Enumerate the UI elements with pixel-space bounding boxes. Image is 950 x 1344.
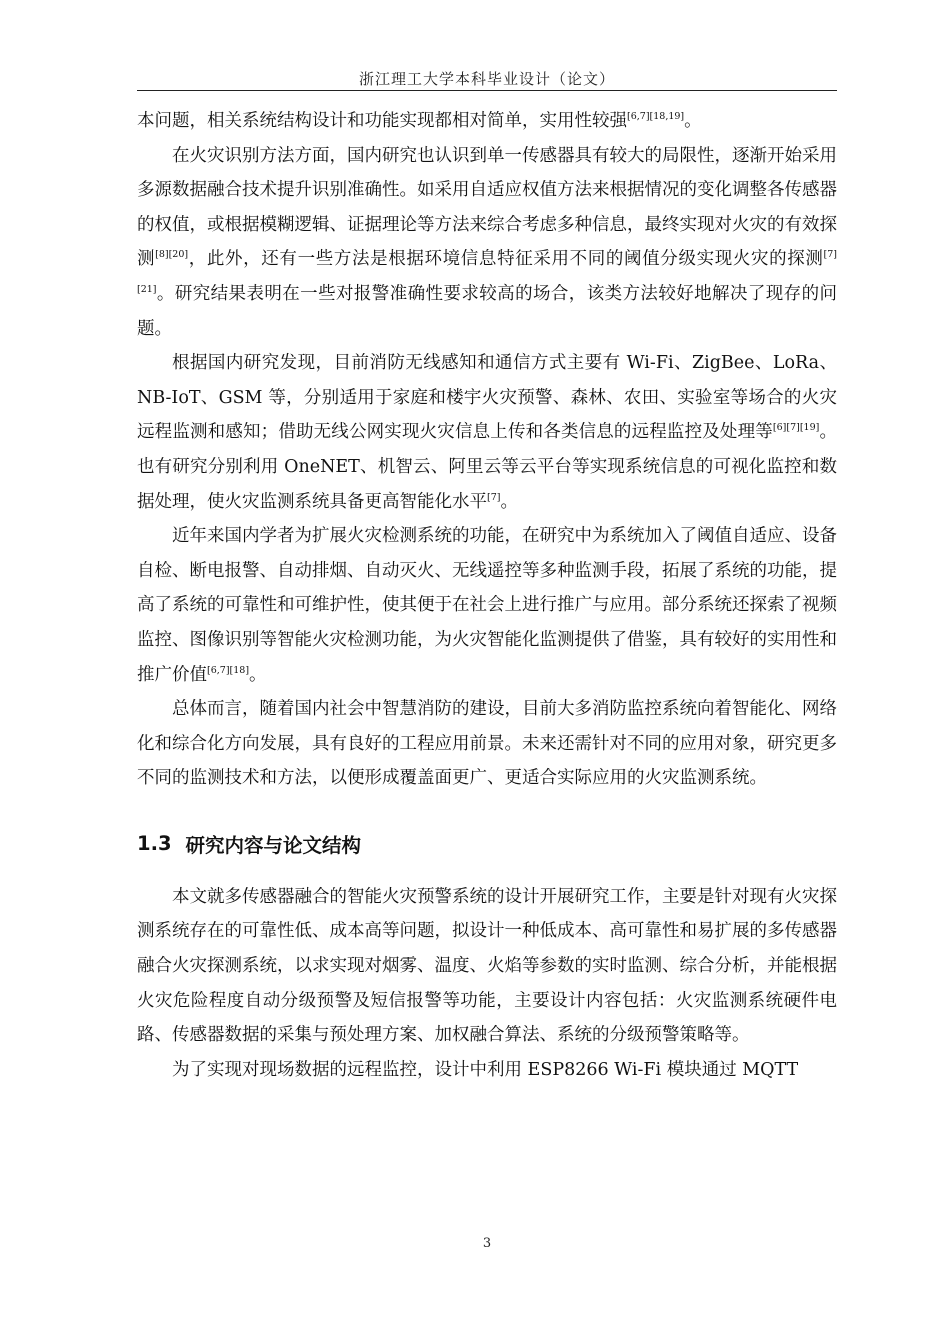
paragraph-text: 为了实现对现场数据的远程监控，设计中利用 ESP8266 Wi-Fi 模块通过 MQTT bbox=[172, 1059, 799, 1080]
page-number: 3 bbox=[482, 1236, 492, 1251]
citation-reference: [7] bbox=[487, 491, 501, 503]
paragraph-text: 。也有研究分别利用 OneNET、机智云、阿里云等云平台等实现系统信息的可视化监控和数据处理，使火灾监测系统具备更高智能化水平 bbox=[137, 422, 838, 512]
document-body bbox=[137, 104, 837, 1087]
section-heading bbox=[137, 818, 837, 870]
body-paragraph bbox=[137, 519, 837, 692]
citation-reference: [6,7][18,19] bbox=[627, 111, 685, 122]
citation-reference: [7][21] bbox=[137, 249, 838, 295]
body-paragraph bbox=[137, 880, 837, 1053]
paragraph-text: 。 bbox=[249, 664, 267, 685]
paragraph-text: ，此外，还有一些方法是根据环境信息特征采用不同的阈值分级实现火灾的探测 bbox=[188, 249, 824, 270]
body-paragraph bbox=[137, 139, 837, 347]
paragraphs-after-section bbox=[137, 880, 837, 1088]
body-paragraph bbox=[137, 346, 837, 519]
citation-reference: [6][7][19] bbox=[772, 422, 820, 434]
paragraph-text: 总体而言，随着国内社会中智慧消防的建设，目前大多消防监控系统向着智能化、网络化和综合化方向发展，具有良好的工程应用前景。未来还需针对不同的应用对象，研究更多不同的监测技术和方法，以便形成覆盖面更广、更适合实际应用的火灾监测系统。 bbox=[137, 699, 837, 789]
citation-reference: [6,7][18] bbox=[207, 664, 250, 676]
paragraph-text: 根据国内研究发现，目前消防无线感知和通信方式主要有 Wi-Fi、ZigBee、LoRa、NB-IoT、GSM 等，分别适用于家庭和楼宇火灾预警、森林、农田、实验室等场合的火灾远程监测和感知；借助无线公网实现火灾信息上传和各类信息的远程监控及处理等 bbox=[137, 353, 837, 443]
paragraph-text: 。研究结果表明在一些对报警准确性要求较高的场合，该类方法较好地解决了现存的问题。 bbox=[137, 283, 837, 339]
body-paragraph bbox=[137, 1053, 837, 1088]
body-paragraph bbox=[137, 692, 837, 796]
section-number: 1.3 bbox=[137, 832, 172, 856]
paragraphs-before-section bbox=[137, 104, 837, 796]
header-rule bbox=[137, 90, 837, 91]
paragraph-text: 本文就多传感器融合的智能火灾预警系统的设计开展研究工作，主要是针对现有火灾探测系统存在的可靠性低、成本高等问题，拟设计一种低成本、高可靠性和易扩展的多传感器融合火灾探测系统，以求实现对烟雾、温度、火焰等参数的实时监测、综合分析，并能根据火灾危险程度自动分级预警及短信报警等功能，主要设计内容包括：火灾监测系统硬件电路、传感器数据的采集与预处理方案、加权融合算法、系统的分级预警策略等。 bbox=[137, 886, 837, 1046]
paragraph-text: 。 bbox=[500, 491, 518, 512]
paragraph-text: 在火灾识别方法方面，国内研究也认识到单一传感器具有较大的局限性，逐渐开始采用多源数据融合技术提升识别准确性。如采用自适应权值方法来根据情况的变化调整各传感器的权值，或根据模糊逻辑、证据理论等方法来综合考虑多种信息，最终实现对火灾的有效探测 bbox=[137, 145, 837, 270]
body-paragraph bbox=[137, 104, 837, 139]
page-header-title: 浙江理工大学本科毕业设计（论文） bbox=[358, 70, 615, 88]
paragraph-text: 近年来国内学者为扩展火灾检测系统的功能，在研究中为系统加入了阈值自适应、设备自检、断电报警、自动排烟、自动灭火、无线遥控等多种监测手段，拓展了系统的功能，提高了系统的可靠性和可维护性，使其便于在社会上进行推广与应用。部分系统还探索了视频监控、图像识别等智能火灾检测功能，为火灾智能化监测提供了借鉴，具有较好的实用性和推广价值 bbox=[137, 526, 837, 685]
paragraph-text: 本问题，相关系统结构设计和功能实现都相对简单，实用性较强 bbox=[137, 111, 627, 131]
citation-reference: [8][20] bbox=[155, 249, 189, 261]
paragraph-text: 。 bbox=[684, 111, 702, 131]
section-title: 研究内容与论文结构 bbox=[185, 833, 362, 857]
